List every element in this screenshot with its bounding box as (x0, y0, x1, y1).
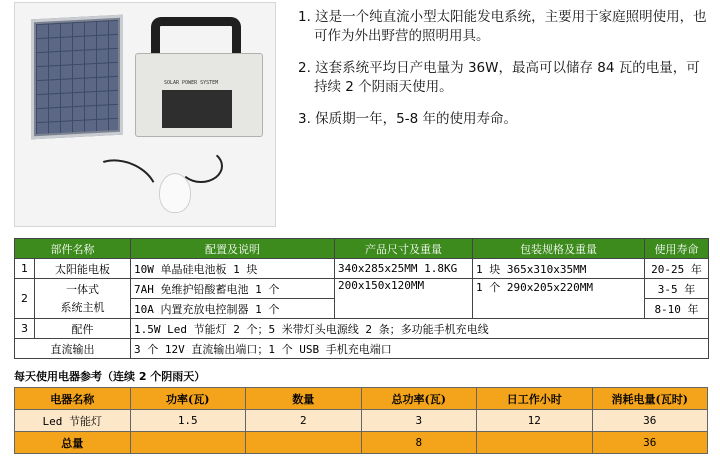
usage-header-cell: 功率(瓦) (130, 388, 246, 410)
part-name: 太阳能电板 (35, 259, 131, 279)
row-number: 1 (15, 259, 35, 279)
usage-cell: 12 (477, 410, 593, 432)
part-name: 一体式 系统主机 (35, 279, 131, 319)
part-config: 3 个 12V 直流输出端口；1 个 USB 手机充电端口 (131, 339, 709, 359)
usage-total-label: 总量 (15, 432, 131, 454)
usage-cell: 36 (592, 410, 708, 432)
part-pack: 1 个 290x205x220MM (473, 279, 645, 319)
spec-header-cell: 包装规格及重量 (473, 239, 645, 259)
part-life: 3-5 年 (645, 279, 709, 299)
part-size: 200x150x120MM (335, 279, 473, 319)
usage-total-row (15, 432, 708, 454)
description-item: 3. 保质期一年，5-8 年的使用寿命。 (298, 111, 518, 127)
part-config: 7AH 免维护铅酸蓄电池 1 个 (131, 279, 335, 299)
solar-panel-image (31, 15, 123, 140)
usage-header-cell: 日工作小时 (477, 388, 593, 410)
description-item: 2. 这套系统平均日产电量为 36W，最高可以储存 84 瓦的电量，可持续 2 个阴雨天使用。 (298, 60, 700, 95)
led-bulb-image (159, 173, 191, 213)
usage-header-cell: 消耗电量(瓦时) (592, 388, 708, 410)
usage-header-cell: 总功率(瓦) (361, 388, 477, 410)
usage-row (15, 410, 708, 432)
spec-table (14, 238, 709, 359)
usage-header-cell: 电器名称 (15, 388, 131, 410)
product-photo (14, 2, 276, 227)
row-number: 2 (15, 279, 35, 319)
spec-header-cell: 配置及说明 (131, 239, 335, 259)
part-size: 340x285x25MM 1.8KG (335, 259, 473, 279)
spec-row (15, 319, 709, 339)
row-number: 3 (15, 319, 35, 339)
usage-cell: 1.5 (130, 410, 246, 432)
spec-row (15, 279, 709, 299)
spec-header-row (15, 239, 709, 259)
usage-cell: Led 节能灯 (15, 410, 131, 432)
usage-header-cell: 数量 (246, 388, 362, 410)
part-config: 10A 内置充放电控制器 1 个 (131, 299, 335, 319)
system-host-image (135, 53, 263, 137)
usage-total-power: 8 (361, 432, 477, 454)
usage-table (14, 387, 708, 454)
usage-cell: 3 (361, 410, 477, 432)
part-name: 直流输出 (15, 339, 131, 359)
spec-header-cell: 部件名称 (15, 239, 131, 259)
spec-row (15, 339, 709, 359)
spec-header-cell: 使用寿命 (645, 239, 709, 259)
part-config: 1.5W Led 节能灯 2 个；5 米带灯头电源线 2 条；多功能手机充电线 (131, 319, 709, 339)
usage-total-energy: 36 (592, 432, 708, 454)
usage-cell: 2 (246, 410, 362, 432)
spec-header-cell: 产品尺寸及重量 (335, 239, 473, 259)
usage-caption: 每天使用电器参考（连续 2 个阴雨天） (14, 370, 206, 383)
host-handle-image (151, 17, 241, 57)
spec-row (15, 259, 709, 279)
usage-header-row (15, 388, 708, 410)
part-name: 配件 (35, 319, 131, 339)
charger-cable-image (78, 149, 167, 227)
part-config: 10W 单晶硅电池板 1 块 (131, 259, 335, 279)
part-life: 8-10 年 (645, 299, 709, 319)
host-brand-label: SOLAR POWER SYSTEM (164, 80, 219, 86)
part-pack: 1 块 365x310x35MM (473, 259, 645, 279)
description-item: 1. 这是一个纯直流小型太阳能发电系统，主要用于家庭照明使用，也可作为外出野营的照明用具。 (298, 9, 707, 44)
product-description (298, 8, 712, 142)
part-life: 20-25 年 (645, 259, 709, 279)
